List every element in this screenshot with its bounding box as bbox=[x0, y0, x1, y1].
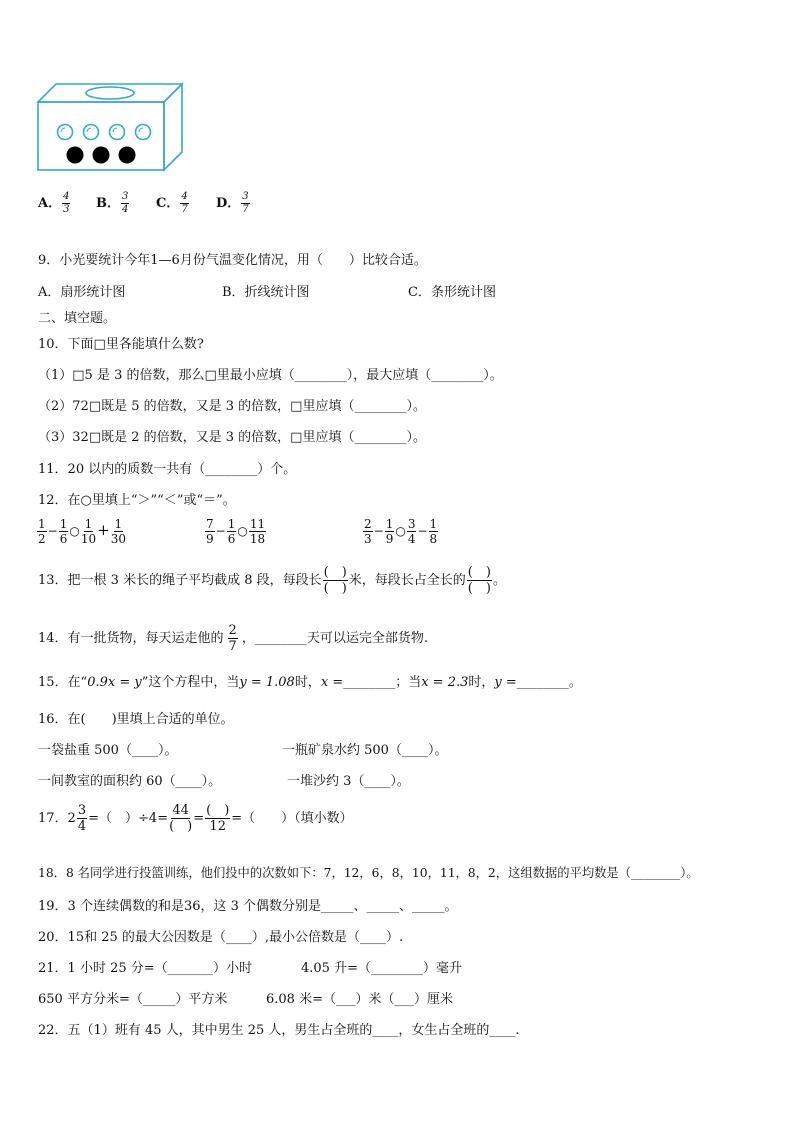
answer-fraction[interactable]: $\frac{44}{( )}$ bbox=[169, 803, 193, 834]
q10-title: 10．下面□里各能填什么数? bbox=[38, 337, 204, 352]
q20-text: 20．15和 25 的最大公因数是（____）,最小公倍数是（____）. bbox=[38, 930, 404, 945]
q9-option-b[interactable]: B．折线统计图 bbox=[222, 285, 310, 300]
q12-expression-2: $\frac{7}{9}$ − $\frac{1}{6}$ ○ $\frac{11}{18}$ bbox=[206, 517, 266, 546]
compare-circle[interactable]: ○ bbox=[395, 524, 406, 538]
q19-text: 19．3 个连续偶数的和是36，这 3 个偶数分别是_____、_____、_____。 bbox=[38, 899, 458, 914]
q12-expression-3: $\frac{2}{3}$ − $\frac{1}{9}$ ○ $\frac{3}{4}$ − $\frac{1}{8}$ bbox=[364, 517, 438, 546]
q15-text: 15．在“0.9x = y”这个方程中，当y = 1.08时，x =________；当x = 2.3时，y =________。 bbox=[38, 675, 582, 690]
q8-option-a[interactable]: A． $\frac{4}{3}$ bbox=[38, 191, 70, 215]
answer-fraction[interactable]: $\frac{( )}{( )}$ bbox=[323, 565, 347, 596]
q16-item-2: 一瓶矿泉水约 500（____）。 bbox=[282, 743, 448, 758]
answer-fraction[interactable]: $\frac{( )}{12}$ bbox=[206, 803, 230, 834]
q16-item-1: 一袋盐重 500（____）。 bbox=[38, 743, 178, 758]
q9-text: 9．小光要统计今年1—6月份气温变化情况，用（ ）比较合适。 bbox=[38, 253, 427, 268]
q18-text: 18．8 名同学进行投篮训练，他们投中的次数如下：7，12，6，8，10，11，8，2，这组数据的平均数是（________）。 bbox=[38, 866, 699, 880]
white-ball bbox=[84, 125, 99, 140]
q17-text: 17．2 $\frac{3}{4}$ =（ ）÷4= $\frac{44}{( )}$ = $\frac{( )}{12}$ =（ ）（填小数） bbox=[38, 803, 353, 834]
white-ball bbox=[110, 125, 125, 140]
q21-line-1b: 4.05 升=（________）毫升 bbox=[301, 961, 462, 976]
q21-line-2b: 6.08 米=（___）米（___）厘米 bbox=[266, 992, 453, 1007]
q16-item-3: 一间教室的面积约 60（____）。 bbox=[38, 774, 222, 789]
q14-text: 14．有一批货物，每天运走他的 $\frac{2}{7}$ ，________天可以运完全部货物. bbox=[38, 623, 428, 654]
q22-text: 22．五（1）班有 45 人，其中男生 25 人，男生占全班的____，女生占全班的____. bbox=[38, 1023, 520, 1038]
black-ball bbox=[119, 147, 136, 164]
q12-title: 12．在○里填上“＞”“＜”或“＝”。 bbox=[38, 493, 236, 508]
q13-text: 13．把一根 3 米长的绳子平均截成 8 段，每段长 $\frac{( )}{( )}$ 米，每段长占全长的 $\frac{( )}{( )}$ 。 bbox=[38, 565, 506, 596]
q16-item-4: 一堆沙约 3（____）。 bbox=[287, 774, 410, 789]
white-ball bbox=[136, 125, 151, 140]
q10-line-1: （1）□5 是 3 的倍数，那么□里最小应填（________），最大应填（________）。 bbox=[38, 368, 503, 383]
q8-option-c[interactable]: C． $\frac{4}{7}$ bbox=[156, 191, 188, 215]
answer-fraction[interactable]: $\frac{( )}{( )}$ bbox=[467, 565, 491, 596]
compare-circle[interactable]: ○ bbox=[69, 524, 80, 538]
q9-option-c[interactable]: C．条形统计图 bbox=[408, 285, 496, 300]
q21-line-2a: 650 平方分米=（_____）平方米 bbox=[38, 992, 228, 1007]
section-heading: 二、填空题。 bbox=[38, 311, 117, 326]
q11-text: 11．20 以内的质数一共有（________）个。 bbox=[38, 462, 297, 477]
q12-expression-1: $\frac{1}{2}$ − $\frac{1}{6}$ ○ $\frac{1}{10}$ + $\frac{1}{30}$ bbox=[38, 517, 126, 546]
black-ball bbox=[93, 147, 110, 164]
q10-line-3: （3）32□既是 2 的倍数，又是 3 的倍数，□里应填（________）。 bbox=[38, 430, 426, 445]
ball-box-illustration bbox=[36, 82, 186, 174]
q8-option-b[interactable]: B． $\frac{3}{4}$ bbox=[96, 191, 129, 215]
q8-option-d[interactable]: D． $\frac{3}{7}$ bbox=[216, 191, 249, 215]
q21-line-1a: 21．1 小时 25 分=（_______）小时 bbox=[38, 961, 253, 976]
white-ball bbox=[58, 125, 73, 140]
q10-line-2: （2）72□既是 5 的倍数，又是 3 的倍数，□里应填（________）。 bbox=[38, 399, 426, 414]
q9-option-a[interactable]: A．扇形统计图 bbox=[38, 285, 126, 300]
q16-title: 16．在( )里填上合适的单位。 bbox=[38, 712, 234, 727]
black-ball bbox=[67, 147, 84, 164]
compare-circle[interactable]: ○ bbox=[237, 524, 248, 538]
